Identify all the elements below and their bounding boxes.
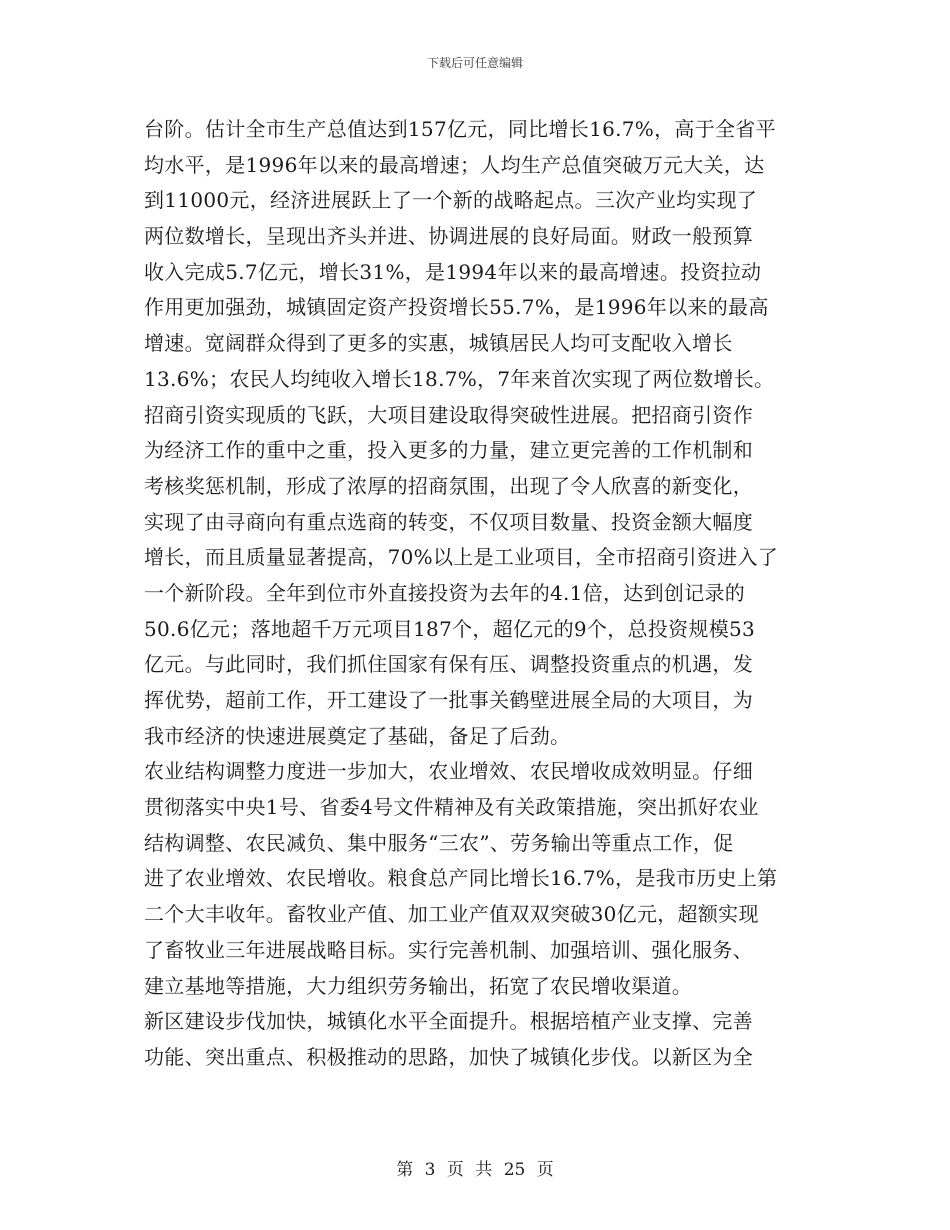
text-line: 新区建设步伐加快，城镇化水平全面提升。根据培植产业支撑、完善 bbox=[144, 1009, 753, 1034]
text-line: 均水平，是1996年以来的最高增速；人均生产总值突破万元大关，达 bbox=[144, 152, 765, 177]
text-line: 功能、突出重点、积极推动的思路，加快了城镇化步伐。以新区为全 bbox=[144, 1044, 753, 1069]
document-body bbox=[144, 112, 809, 1076]
text-line: 一个新阶段。全年到位市外直接投资为去年的4.1倍，达到创记录的 bbox=[144, 580, 746, 605]
text-line: 农业结构调整力度进一步加大，农业增效、农民增收成效明显。仔细 bbox=[144, 759, 753, 784]
text-line: 挥优势，超前工作，开工建设了一批事关鹤壁进展全局的大项目，为 bbox=[144, 688, 753, 712]
page-header: 下载后可任意编辑 bbox=[426, 56, 523, 70]
text-line: 为经济工作的重中之重，投入更多的力量，建立更完善的工作机制和 bbox=[144, 438, 753, 463]
text-line: 13.6%；农民人均纯收入增长18.7%，7年来首次实现了两位数增长。 bbox=[144, 366, 775, 391]
text-line: 亿元。与此同时，我们抓住国家有保有压、调整投资重点的机遇，发 bbox=[144, 652, 753, 677]
text-line: 增速。宽阔群众得到了更多的实惠，城镇居民人均可支配收入增长 bbox=[144, 331, 733, 356]
text-line: 台阶。估计全市生产总值达到157亿元，同比增长16.7%，高于全省平 bbox=[144, 117, 776, 141]
page-footer: 第 3 页 共 25 页 bbox=[396, 1160, 554, 1180]
text-line: 结构调整、农民减负、集中服务“三农”、劳务输出等重点工作，促 bbox=[144, 830, 734, 855]
text-line: 二个大丰收年。畜牧业产值、加工业产值双双突破30亿元，超额实现 bbox=[144, 902, 759, 927]
text-line: 建立基地等措施，大力组织劳务输出，拓宽了农民增收渠道。 bbox=[144, 973, 693, 998]
text-line: 进了农业增效、农民增收。粮食总产同比增长16.7%，是我市历史上第 bbox=[144, 866, 778, 891]
text-line: 作用更加强劲，城镇固定资产投资增长55.7%，是1996年以来的最高 bbox=[144, 295, 769, 320]
text-line: 实现了由寻商向有重点选商的转变，不仅项目数量、投资金额大幅度 bbox=[144, 509, 753, 534]
text-line: 到11000元，经济进展跃上了一个新的战略起点。三次产业均实现了 bbox=[144, 188, 758, 213]
text-line: 了畜牧业三年进展战略目标。实行完善机制、加强培训、强化服务、 bbox=[144, 937, 753, 962]
text-line: 50.6亿元；落地超千万元项目187个，超亿元的9个，总投资规模53 bbox=[144, 616, 756, 641]
text-line: 招商引资实现质的飞跃，大项目建设取得突破性进展。把招商引资作 bbox=[144, 402, 753, 427]
text-line: 我市经济的快速进展奠定了基础，备足了后劲。 bbox=[144, 723, 571, 748]
text-line: 考核奖惩机制，形成了浓厚的招商氛围，出现了令人欣喜的新变化， bbox=[144, 473, 753, 498]
text-line: 增长，而且质量显著提高，70%以上是工业项目，全市招商引资进入了 bbox=[144, 545, 779, 570]
text-line: 两位数增长，呈现出齐头并进、协调进展的良好局面。财政一般预算 bbox=[144, 224, 753, 249]
text-line: 贯彻落实中央1号、省委4号文件精神及有关政策措施，突出抓好农业 bbox=[144, 795, 759, 820]
text-line: 收入完成5.7亿元，增长31%，是1994年以来的最高增速。投资拉动 bbox=[144, 259, 762, 284]
